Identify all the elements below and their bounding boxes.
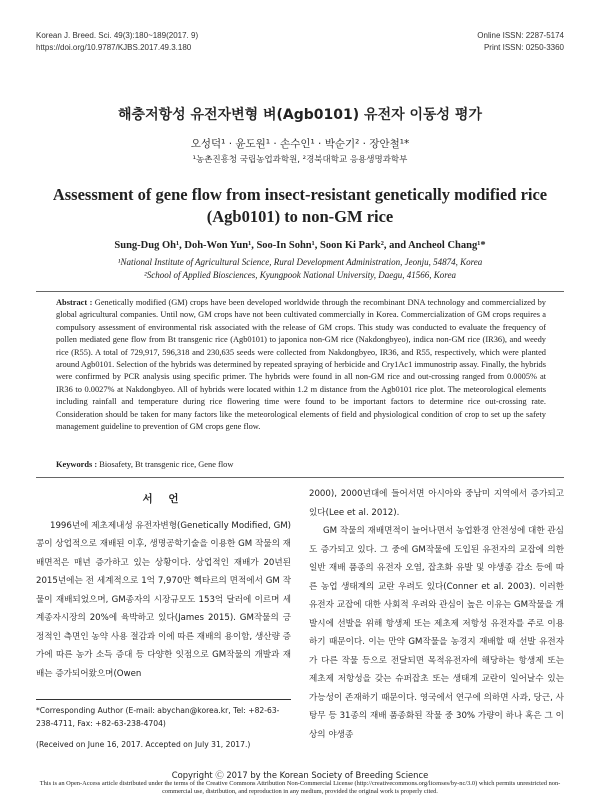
intro-paragraph: 1996년에 제초제내성 유전자변형(Genetically Modified, GM) 콩이 상업적으로 재배된 이후, 생명공학기술을 이용한 GM 작물의 재배면적은 매년 증가하고 있는 상황이다. 상업적인 재배가 20년된 2015년에는 전 세계적으로 1억 7,970만 헥타르의 면적에서 GM 작물이 재배되었으며, GM종자의 시장규모도 153억 달러에 이르며 세계종자시장의 20%에 육박하고 있다(James 2015). GM작물의 긍정적인 측면인 농약 사용 절감과 이에 따른 재배의 용이함, 생산량 증가에 따른 농가 소득 증대 등 다양한 잇점으로 GM작물의 개발과 재배는 증가되어왔으며(Owen	[36, 520, 291, 679]
abstract	[56, 297, 546, 433]
korean-authors: 오성덕¹ · 윤도원¹ · 손수인¹ · 박순기² · 장안철¹*	[190, 138, 410, 150]
abstract-label: Abstract :	[56, 298, 93, 307]
print-issn: Print ISSN: 0250-3360	[483, 43, 564, 52]
intro-right-column	[309, 485, 564, 744]
korean-title: 해충저항성 유전자변형 벼(Agb0101) 유전자 이동성 평가	[118, 107, 482, 123]
english-authors: Sung-Dug Oh¹, Doh-Won Yun¹, Soo-In Sohn¹, Soon Ki Park², and Ancheol Chang¹*	[114, 240, 486, 251]
intro-left-column	[36, 490, 291, 683]
abstract-bottom-rule	[36, 477, 564, 478]
abstract-text: Genetically modified (GM) crops have been developed worldwide through the recombinant DNA technology and commercialized by global agricultural companies. Until now, GM crops have not been cultivated commercially in Korea. Commercialization of GM crops requires a compulsory assessment of environmental risk associated with the release of GM crops. This study was conducted to evaluate the frequency of pollen mediated gene flow from Bt transgenic rice (Agb0101) to japonica non-GM rice (Nakdongbyeo), indica non-GM rice (IR36), and weedy rice (R55). A total of 729,917, 596,318 and 230,635 seeds were collected from Nakdongbyeo, IR36, and R55, respectively, which were planted around Agb0101. Selection of the hybrids was determined by repeated spraying of herbicide and Cry1Ac1 immunostrip assay. Finally, the hybrids were confirmed by PCR analysis using specific primer. The hybrids were found in all non-GM rice and out-crossing ranged from 0.0005% at IR36 to 0.0027% at Nakdongbyeo. All of hybrids were located within 1.2 m distance from the Agb0101 rice plot. The meteorological elements including rainfall and temperature during rice flowering time were found to be important factors to determine rice out-crossing rate. Consideration should be taken for many factors like the meteorological elements of field and physiological condition of crop to set up the safety management guideline to prevention of GM crops gene flow.	[56, 298, 546, 432]
copyright-notice: Copyright Ⓒ 2017 by the Korean Society of Breeding Science	[171, 770, 429, 780]
received-date-note: (Received on June 16, 2017. Accepted on July 31, 2017.)	[36, 740, 251, 749]
online-issn: Online ISSN: 2287-5174	[477, 31, 564, 40]
section-title: 서 언	[142, 493, 185, 505]
corresponding-author-note: *Corresponding Author (E-mail: abychan@korea.kr, Tel: +82-63-238-4711, Fax: +82-63-238-4704)	[36, 706, 280, 728]
intro-paragraph: GM 작물의 재배면적이 늘어나면서 농업환경 안전성에 대한 관심도 증가되고 있다. 그 중에 GM작물에 도입된 유전자의 교잡에 의한 일반 재배 품종의 유전자 오염, 잡초화 유발 및 야생종 감소 등에 따른 농업 생태계의 교란 우려도 있다(Conner et al. 2003). 이러한 유전자 교잡에 대한 사회적 우려와 관심이 높은 이유는 GM작물을 개발시에 선발을 위해 항생제 또는 제초제 저항성 유전자를 주로 이용하기 때문이다. 이는 만약 GM작물을 농경지 재배할 때 선발 유전자가 다른 작물 등으로 전달되면 목적유전자에 해당하는 항생제 또는 제초제 저항성을 갖는 슈퍼잡초 또는 생태계 교란이 일어날수 있는 가능성이 존재하기 때문이다. 영국에서 연구에 의하면 사과, 당근, 사탕무 등 31종의 재배 품종화된 작물 중 30% 가량이 하나 혹은 그 이상의 야생종	[309, 526, 564, 740]
journal-citation: Korean J. Breed. Sci. 49(3):180~189(2017. 9)	[36, 31, 199, 40]
footnote-rule	[36, 699, 291, 700]
abstract-top-rule	[36, 291, 564, 292]
affiliation-2: ²School of Applied Biosciences, Kyungpook National University, Daegu, 41566, Korea	[144, 270, 456, 280]
license-notice: This is an Open-Access article distributed under the terms of the Creative Commons Attribution Non-Commercial License (http://creativecommons.org/licenses/by-nc/3.0) which permits unrestricted non-commercial use, distribution, and reproduction in any medium, provided the original work is properly cited.	[39, 780, 561, 795]
journal-header	[36, 30, 198, 54]
english-title: Assessment of gene flow from insect-resistant genetically modified rice (Agb0101) to non-GM rice	[52, 185, 548, 226]
issn-header	[477, 30, 564, 54]
doi-link[interactable]: https://doi.org/10.9787/KJBS.2017.49.3.180	[36, 43, 192, 52]
korean-affiliations: ¹농촌진흥청 국립농업과학원, ²경북대학교 응용생명과학부	[192, 155, 408, 165]
keywords-label: Keywords :	[56, 460, 98, 469]
keywords-text: Biosafety, Bt transgenic rice, Gene flow	[99, 460, 234, 469]
affiliation-1: ¹National Institute of Agricultural Science, Rural Development Administration, Jeonju, 54874, Korea	[117, 257, 483, 267]
intro-paragraph: 2000), 2000년대에 들어서면 아시아와 중남미 지역에서 증가되고 있다(Lee et al. 2012).	[309, 489, 564, 518]
keywords	[56, 460, 546, 469]
english-affiliations	[0, 256, 600, 282]
